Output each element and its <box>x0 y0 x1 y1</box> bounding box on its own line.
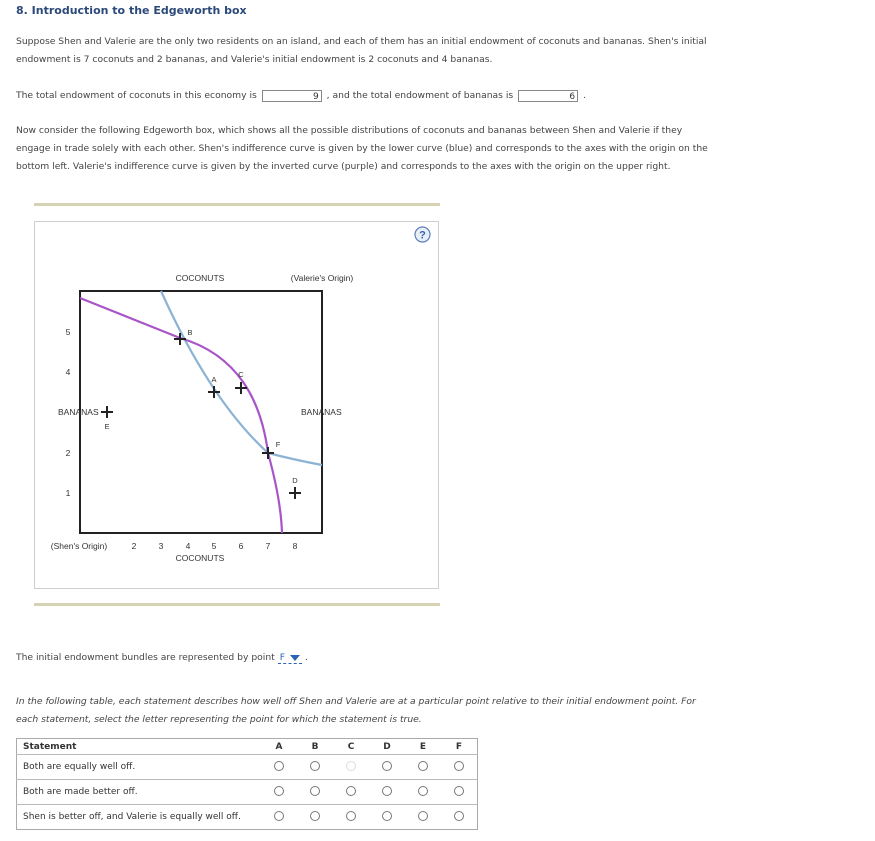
table-intro-line-1: In the following table, each statement describes how well off Shen and Valerie are at a particular point relative to their initial endowment point. For <box>16 696 696 707</box>
table-row <box>17 755 478 780</box>
x-tick-5: 5 <box>211 541 217 551</box>
table-row <box>17 805 478 830</box>
radio-row3-a[interactable] <box>274 811 284 821</box>
col-header-d: D <box>369 739 405 755</box>
point-b-marker[interactable] <box>174 333 186 345</box>
col-header-e: E <box>405 739 441 755</box>
desc-line-2: engage in trade solely with each other. Shen's indifference curve is given by the lower curve (blue) and corresponds to the axes with the origin on the <box>16 143 708 154</box>
intro-line-1: Suppose Shen and Valerie are the only two residents on an island, and each of them has an initial endowment of coconuts and bananas. Shen's initial <box>16 36 707 47</box>
table-intro-line-2: each statement, select the letter representing the point for which the statement is true. <box>16 714 422 725</box>
bottom-axis-label: COCONUTS <box>175 553 225 563</box>
endowment-prefix: The initial endowment bundles are represented by point <box>16 652 275 663</box>
right-axis-label: BANANAS <box>301 407 342 417</box>
table-header-row <box>17 739 478 755</box>
table-row <box>17 780 478 805</box>
radio-row2-d[interactable] <box>382 786 392 796</box>
x-tick-6: 6 <box>238 541 244 551</box>
total-bananas-input[interactable]: 6 <box>518 90 578 102</box>
point-d-label: D <box>292 476 298 485</box>
chevron-down-icon <box>290 655 300 661</box>
radio-row1-a[interactable] <box>274 761 284 771</box>
endowment-selected-value: F <box>279 652 285 663</box>
col-header-b: B <box>297 739 333 755</box>
radio-row1-b[interactable] <box>310 761 320 771</box>
total-coconuts-input[interactable]: 9 <box>262 90 322 102</box>
point-c-label: C <box>238 370 244 379</box>
intro-line-2: endowment is 7 coconuts and 2 bananas, and Valerie's initial endowment is 2 coconuts and 4 bananas. <box>16 54 493 65</box>
x-tick-8: 8 <box>292 541 298 551</box>
point-a-label: A <box>211 375 217 384</box>
col-header-f: F <box>441 739 478 755</box>
point-f-label: F <box>275 440 281 449</box>
total-suffix: . <box>583 90 586 101</box>
radio-row1-c[interactable] <box>346 761 356 771</box>
x-tick-7: 7 <box>265 541 271 551</box>
table-intro <box>16 693 696 729</box>
radio-row2-b[interactable] <box>310 786 320 796</box>
desc-line-1: Now consider the following Edgeworth box, which shows all the possible distributions of coconuts and bananas between Shen and Valerie if they <box>16 125 683 136</box>
point-d-marker[interactable] <box>289 487 301 499</box>
y-tick-1: 1 <box>65 488 71 498</box>
total-middle: , and the total endowment of bananas is <box>326 90 514 101</box>
total-prefix: The total endowment of coconuts in this economy is <box>16 90 257 101</box>
shen-origin-label: (Shen's Origin) <box>50 541 108 551</box>
statement-table <box>16 738 478 830</box>
radio-row2-e[interactable] <box>418 786 428 796</box>
valerie-origin-label: (Valerie's Origin) <box>290 273 354 283</box>
edgeworth-box <box>80 291 322 533</box>
radio-row3-e[interactable] <box>418 811 428 821</box>
endowment-sentence <box>16 649 308 667</box>
radio-row1-e[interactable] <box>418 761 428 771</box>
radio-row2-a[interactable] <box>274 786 284 796</box>
y-tick-4: 4 <box>65 367 71 377</box>
endowment-point-dropdown[interactable] <box>278 652 302 664</box>
svg-text:?: ? <box>419 229 426 242</box>
point-e-marker[interactable] <box>101 406 113 418</box>
x-tick-3: 3 <box>158 541 164 551</box>
radio-row3-c[interactable] <box>346 811 356 821</box>
statement-text: Both are made better off. <box>17 780 262 805</box>
statement-header: Statement <box>17 739 262 755</box>
x-tick-2: 2 <box>131 541 137 551</box>
desc-line-3: bottom left. Valerie's indifference curve is given by the inverted curve (purple) and corresponds to the axes with the origin on the upper right. <box>16 161 671 172</box>
question-title: 8. Introduction to the Edgeworth box <box>16 4 247 17</box>
point-e-label: E <box>104 422 110 431</box>
y-tick-2: 2 <box>65 448 71 458</box>
col-header-a: A <box>261 739 297 755</box>
top-axis-label: COCONUTS <box>175 273 225 283</box>
endowment-suffix: . <box>304 652 308 663</box>
statement-text: Shen is better off, and Valerie is equally well off. <box>17 805 262 830</box>
col-header-c: C <box>333 739 369 755</box>
bottom-divider <box>34 603 440 606</box>
radio-row3-b[interactable] <box>310 811 320 821</box>
statement-text: Both are equally well off. <box>17 755 262 780</box>
left-axis-label: BANANAS <box>58 407 99 417</box>
radio-row2-c[interactable] <box>346 786 356 796</box>
radio-row3-f[interactable] <box>454 811 464 821</box>
radio-row3-d[interactable] <box>382 811 392 821</box>
radio-row1-d[interactable] <box>382 761 392 771</box>
point-b-label: B <box>187 328 193 337</box>
x-tick-4: 4 <box>185 541 191 551</box>
radio-row2-f[interactable] <box>454 786 464 796</box>
radio-row1-f[interactable] <box>454 761 464 771</box>
y-tick-5: 5 <box>65 327 71 337</box>
